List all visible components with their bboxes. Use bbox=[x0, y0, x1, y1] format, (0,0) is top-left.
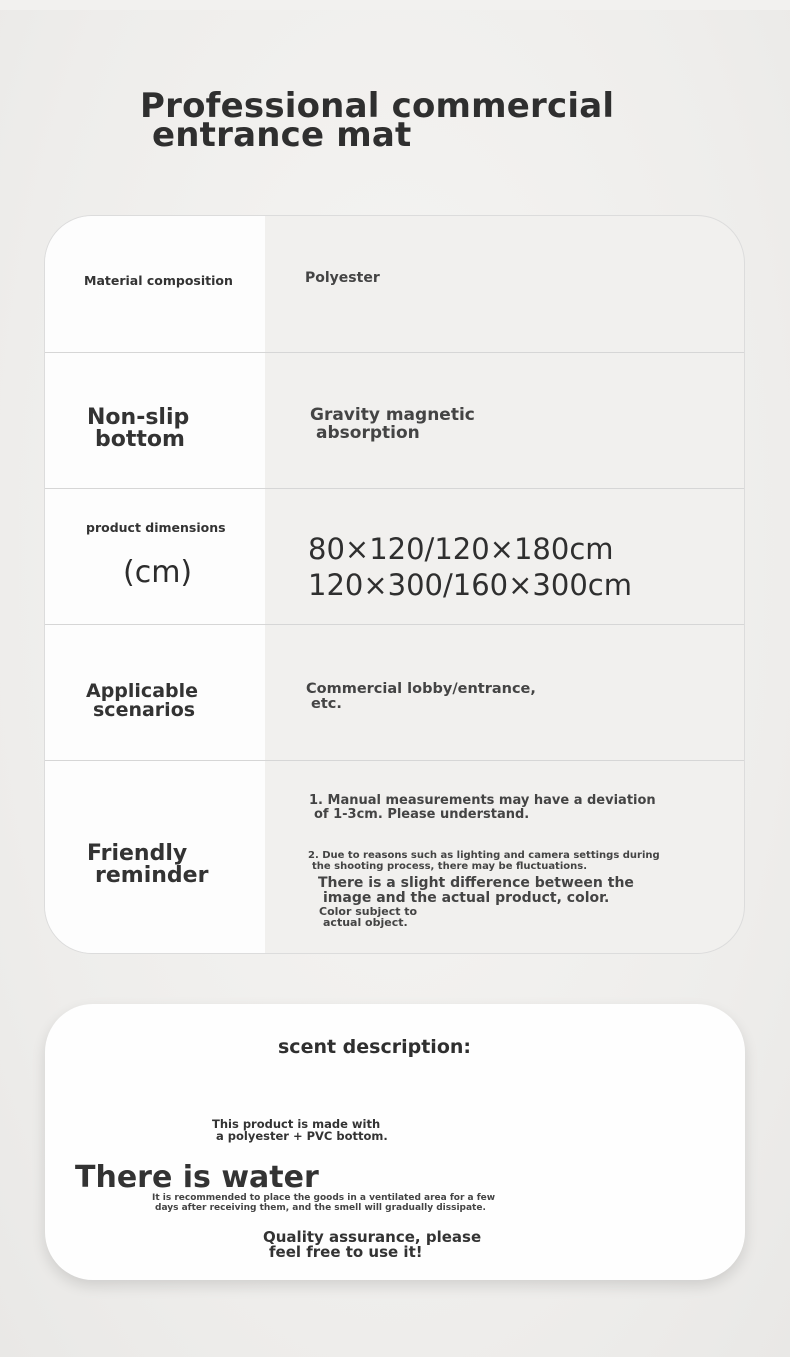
scent-heading: scent description: bbox=[278, 1036, 471, 1058]
spec-row-reminder bbox=[45, 760, 744, 954]
spec-label: Friendly reminder bbox=[87, 841, 209, 888]
quality-note: Quality assurance, please feel free to use it! bbox=[263, 1228, 482, 1261]
scent-material: This product is made with a polyester + PVC bottom. bbox=[212, 1117, 388, 1143]
page-title bbox=[140, 86, 615, 155]
spec-row-scenarios bbox=[45, 624, 744, 761]
spec-value: 80×120/120×180cm 120×300/160×300cm bbox=[308, 532, 632, 602]
reminder-note-2: 2. Due to reasons such as lighting and camera settings during the shooting process, there may be fluctuations. bbox=[308, 850, 660, 872]
spec-row-dimensions bbox=[45, 488, 744, 625]
spec-value: Commercial lobby/entrance, etc. bbox=[306, 681, 536, 712]
spec-value: Gravity magnetic absorption bbox=[310, 405, 475, 443]
spec-label: Non-slip bottom bbox=[87, 405, 190, 452]
water-heading: There is water bbox=[75, 1160, 319, 1189]
scent-tip: It is recommended to place the goods in a ventilated area for a few days after receiving them, and the smell will gradually dissipate. bbox=[152, 1193, 496, 1213]
reminder-note-1: 1. Manual measurements may have a deviation of 1-3cm. Please understand. bbox=[309, 793, 656, 822]
spec-table bbox=[44, 215, 745, 954]
spec-label: Material composition bbox=[84, 273, 233, 288]
spec-label: product dimensions bbox=[86, 520, 226, 535]
title-line-1: Professional commercial bbox=[140, 86, 615, 126]
reminder-note-4: Color subject to actual object. bbox=[319, 905, 418, 929]
scent-card bbox=[45, 1004, 745, 1280]
spec-row-non-slip bbox=[45, 352, 744, 489]
spec-row-material bbox=[45, 216, 744, 352]
spec-label: Applicable scenarios bbox=[86, 680, 199, 721]
reminder-note-3: There is a slight difference between the image and the actual product, color. bbox=[318, 875, 634, 906]
title-line-2: entrance mat bbox=[152, 115, 412, 155]
water-heading-clip bbox=[75, 1154, 405, 1189]
spec-value: Polyester bbox=[305, 270, 380, 286]
spec-unit: (cm) bbox=[123, 555, 193, 590]
